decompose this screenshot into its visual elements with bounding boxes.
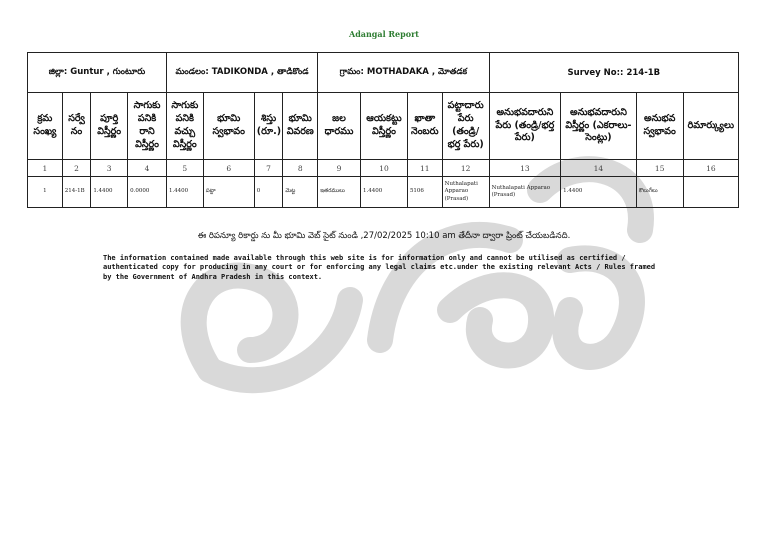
table-cell: ఇతరములు [318, 177, 361, 208]
column-number: 5 [166, 160, 203, 177]
column-header: అనుభవదారుని విస్తీర్ణం (ఎకరాలు-సెంట్లు) [561, 93, 637, 160]
village-cell [318, 53, 490, 93]
mandal-label: మండలం: [175, 66, 209, 77]
column-header: ఆయకట్టు విస్తీర్ణం [360, 93, 407, 160]
district-cell [28, 53, 167, 93]
table-cell: Nuthalapati Apparao (Prasad) [489, 177, 560, 208]
column-number: 13 [489, 160, 560, 177]
table-cell: 1.4400 [91, 177, 128, 208]
column-header-row [28, 93, 739, 160]
column-header: భూమి వివరణ [283, 93, 318, 160]
column-header: అనుభవ స్వభావం [636, 93, 683, 160]
location-row [28, 53, 739, 93]
table-cell: కౌలుగేలు [636, 177, 683, 208]
column-number: 7 [254, 160, 283, 177]
table-cell [683, 177, 738, 208]
column-number: 8 [283, 160, 318, 177]
column-number: 14 [561, 160, 637, 177]
village-label: గ్రామం: [339, 66, 364, 77]
table-cell: 1.4400 [561, 177, 637, 208]
column-header: భూమి స్వభావం [203, 93, 254, 160]
table-cell: 1 [28, 177, 63, 208]
mandal-cell [166, 53, 317, 93]
table-cell: మెట్ట [283, 177, 318, 208]
table-cell: 1.4400 [360, 177, 407, 208]
column-number: 3 [91, 160, 128, 177]
district-value: Guntur , గుంటూరు [70, 66, 146, 77]
table-cell: 214-1B [62, 177, 91, 208]
survey-value: 214-1B [626, 67, 661, 78]
column-number-row [28, 160, 739, 177]
column-number: 4 [128, 160, 167, 177]
village-value: MOTHADAKA , మోతడక [366, 66, 468, 77]
column-number: 1 [28, 160, 63, 177]
column-number: 16 [683, 160, 738, 177]
report-title: Adangal Report [349, 29, 419, 39]
column-header: సాగుకు పనికి రాని విస్తీర్ణం [128, 93, 167, 160]
column-header: సర్వే నం [62, 93, 91, 160]
table-cell: 0.0000 [128, 177, 167, 208]
column-header: పూర్తి విస్తీర్ణం [91, 93, 128, 160]
column-header: రిమార్క్యులు [683, 93, 738, 160]
table-row [28, 177, 739, 208]
column-number: 9 [318, 160, 361, 177]
column-number: 2 [62, 160, 91, 177]
disclaimer-text: The information contained made available through this web site is for information only and cannot be utilised as certified / authenticated copy for producing in any court or for enforcing any legal claims etc.under the existing relevant Acts / Rules framed by the Government of Andhra Pradesh in this context. [103, 254, 656, 281]
column-header: సాగుకు పనికి వచ్చు విస్తీర్ణం [166, 93, 203, 160]
column-header: ఖాతా నెంబరు [407, 93, 442, 160]
column-header: జల ధారము [318, 93, 361, 160]
column-header: శిస్తు (రూ.) [254, 93, 283, 160]
column-header: క్రమ సంఖ్య [28, 93, 63, 160]
print-note: ఈ రిపన్యూ రికార్డు ను మీ భూమి వెబ్ సైట్ నుండి ,27/02/2025 10:10 am తేదీనా ద్వారా ప్రింట్ చేయబడినది. [197, 231, 571, 241]
mandal-value: TADIKONDA , తాడికొండ [211, 66, 309, 77]
column-number: 12 [442, 160, 489, 177]
table-cell: Nuthalapati Apparao (Prasad) [442, 177, 489, 208]
table-cell: పట్టా [203, 177, 254, 208]
table-cell: 1.4400 [166, 177, 203, 208]
column-header: అనుభవదారుని పేరు (తండ్రి/భర్త పేరు) [489, 93, 560, 160]
table-cell: 0 [254, 177, 283, 208]
column-number: 10 [360, 160, 407, 177]
column-header: పట్టాదారు పేరు (తండ్రి/ భర్త పేరు) [442, 93, 489, 160]
column-number: 11 [407, 160, 442, 177]
survey-cell [489, 53, 738, 93]
table-cell: 5106 [407, 177, 442, 208]
column-number: 6 [203, 160, 254, 177]
district-label: జిల్లా: [48, 66, 68, 77]
column-number: 15 [636, 160, 683, 177]
adangal-table [27, 52, 739, 208]
survey-label: Survey No:: [567, 67, 624, 78]
